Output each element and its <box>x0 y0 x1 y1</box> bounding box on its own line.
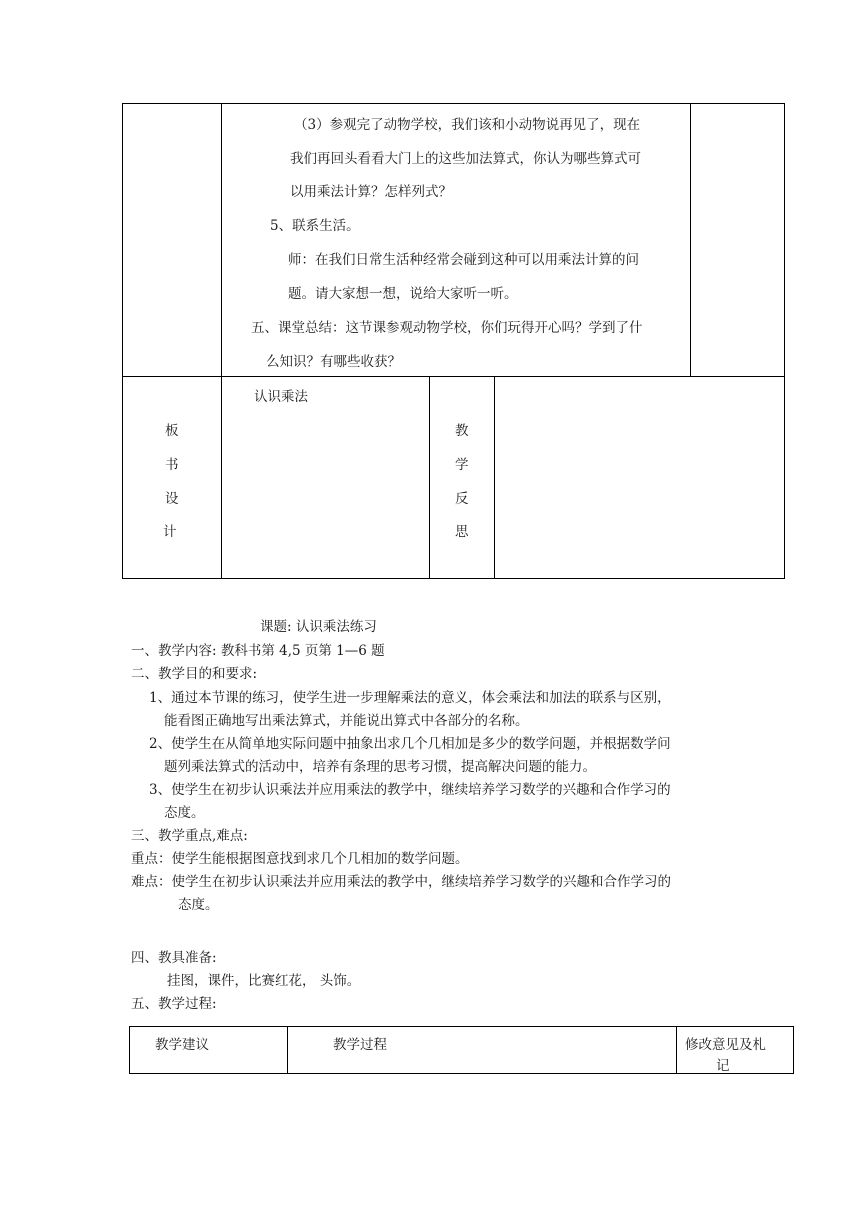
section-keypoints-heading: 三、教学重点,难点: <box>131 828 248 844</box>
goal-item-cont: 题列乘法算式的活动中，培养有条理的思考习惯，提高解决问题的能力。 <box>164 759 596 775</box>
reflection-label-char: 反 <box>455 491 469 507</box>
goal-item: 1、通过本节课的练习，使学生进一步理解乘法的意义，体会乘法和加法的联系与区别， <box>149 690 671 706</box>
reflection-label-char: 教 <box>455 423 469 439</box>
reflection-label-char: 思 <box>455 524 469 540</box>
process-line: 么知识？有哪些收获？ <box>266 354 401 370</box>
goal-item: 2、使学生在从简单地实际问题中抽象出求几个几相加是多少的数学问题，并根据数学问 <box>149 736 671 752</box>
goal-item: 3、使学生在初步认识乘法并应用乘法的教学中，继续培养学习数学的兴趣和合作学习的 <box>149 782 671 798</box>
table-header-process: 教学过程 <box>333 1037 387 1053</box>
board-design-content: 认识乘法 <box>254 389 308 405</box>
goal-item-cont: 能看图正确地写出乘法算式，并能说出算式中各部分的名称。 <box>164 713 529 729</box>
process-line: 5、联系生活。 <box>270 218 360 234</box>
table-header-notes-cont: 记 <box>716 1058 730 1074</box>
board-design-label-char: 板 <box>165 423 179 439</box>
board-design-label-char: 计 <box>163 524 177 540</box>
lesson-title: 课题: 认识乘法练习 <box>260 619 377 635</box>
process-line: 题。请大家想一想，说给大家听一听。 <box>288 286 518 302</box>
section-process-heading: 五、教学过程: <box>131 996 217 1012</box>
key-point: 重点：使学生能根据图意找到求几个几相加的数学问题。 <box>131 851 469 867</box>
table-header-notes: 修改意见及札 <box>685 1037 766 1053</box>
section-materials-heading: 四、教具准备: <box>131 950 217 966</box>
board-design-label-char: 书 <box>165 457 179 473</box>
difficult-point-cont: 态度。 <box>178 897 219 913</box>
goal-item-cont: 态度。 <box>164 805 205 821</box>
process-line: 以用乘法计算？怎样列式？ <box>290 184 452 200</box>
section-teaching-content: 一、教学内容: 教科书第 4,5 页第 1—6 题 <box>131 643 385 659</box>
process-line: （3）参观完了动物学校，我们该和小动物说再见了，现在 <box>294 117 641 133</box>
materials-list: 挂图，课件，比赛红花， 头饰。 <box>167 973 361 989</box>
table-header-suggestion: 教学建议 <box>155 1037 209 1053</box>
board-design-label-char: 设 <box>165 491 179 507</box>
process-line: 师：在我们日常生活种经常会碰到这种可以用乘法计算的问 <box>288 252 639 268</box>
section-goals-heading: 二、教学目的和要求: <box>131 666 258 682</box>
process-line: 我们再回头看看大门上的这些加法算式，你认为哪些算式可 <box>290 151 641 167</box>
process-line: 五、课堂总结：这节课参观动物学校，你们玩得开心吗？学到了什 <box>251 320 643 336</box>
reflection-label-char: 学 <box>455 457 469 473</box>
difficult-point: 难点：使学生在初步认识乘法并应用乘法的教学中，继续培养学习数学的兴趣和合作学习的 <box>131 874 671 890</box>
